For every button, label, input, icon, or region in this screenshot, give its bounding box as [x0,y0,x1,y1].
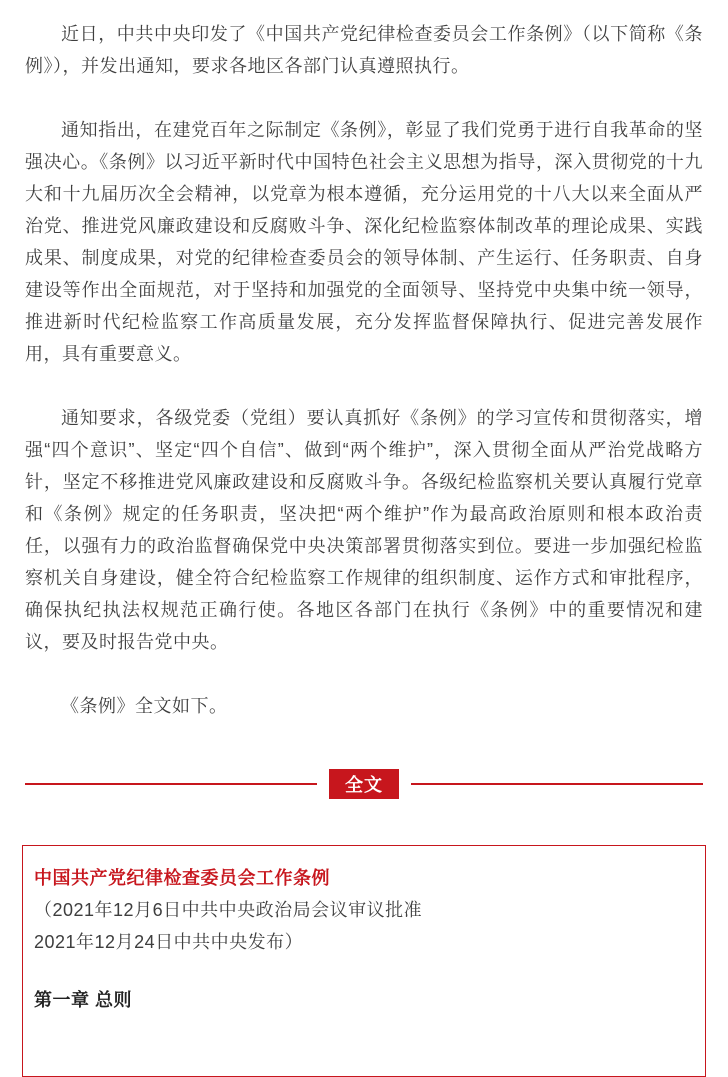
regulation-box [22,845,706,1077]
fulltext-divider [25,769,703,799]
fulltext-badge: 全文 [329,769,399,799]
regulation-title: 中国共产党纪律检查委员会工作条例 [34,868,330,888]
paragraph-notice-requirements: 通知要求，各级党委（党组）要认真抓好《条例》的学习宣传和贯彻落实，增强“四个意识”、坚定“四个自信”、做到“两个维护”，深入贯彻全面从严治党战略方针，坚定不移推进党风廉政建设和反腐败斗争。各级纪检监察机关要认真履行党章和《条例》规定的任务职责，坚决把“两个维护”作为最高政治原则和根本政治责任，以强有力的政治监督确保党中央决策部署贯彻落实到位。要进一步加强纪检监察机关自身建设，健全符合纪检监察工作规律的组织制度、运作方式和审批程序，确保执纪执法权规范正确行使。各地区各部门在执行《条例》中的重要情况和建议，要及时报告党中央。 [25,408,703,652]
regulation-release-line: 2021年12月24日中共中央发布） [34,932,304,952]
paragraph-fulltext-lead: 《条例》全文如下。 [61,696,228,716]
chapter-one-heading: 第一章 总则 [34,990,133,1010]
divider-line-left [25,783,317,785]
paragraph-intro: 近日，中共中央印发了《中国共产党纪律检查委员会工作条例》（以下简称《条例》），并发出通知，要求各地区各部门认真遵照执行。 [25,24,703,76]
divider-line-right [411,783,703,785]
regulation-approval-line: （2021年12月6日中共中央政治局会议审议批准 [34,900,423,920]
paragraph-notice-significance: 通知指出，在建党百年之际制定《条例》，彰显了我们党勇于进行自我革命的坚强决心。《条例》以习近平新时代中国特色社会主义思想为指导，深入贯彻党的十九大和十九届历次全会精神，以党章为根本遵循，充分运用党的十八大以来全面从严治党、推进党风廉政建设和反腐败斗争、深化纪检监察体制改革的理论成果、实践成果、制度成果，对党的纪律检查委员会的领导体制、产生运行、任务职责、自身建设等作出全面规范，对于坚持和加强党的全面领导、坚持党中央集中统一领导，推进新时代纪检监察工作高质量发展，充分发挥监督保障执行、促进完善发展作用，具有重要意义。 [25,120,703,364]
